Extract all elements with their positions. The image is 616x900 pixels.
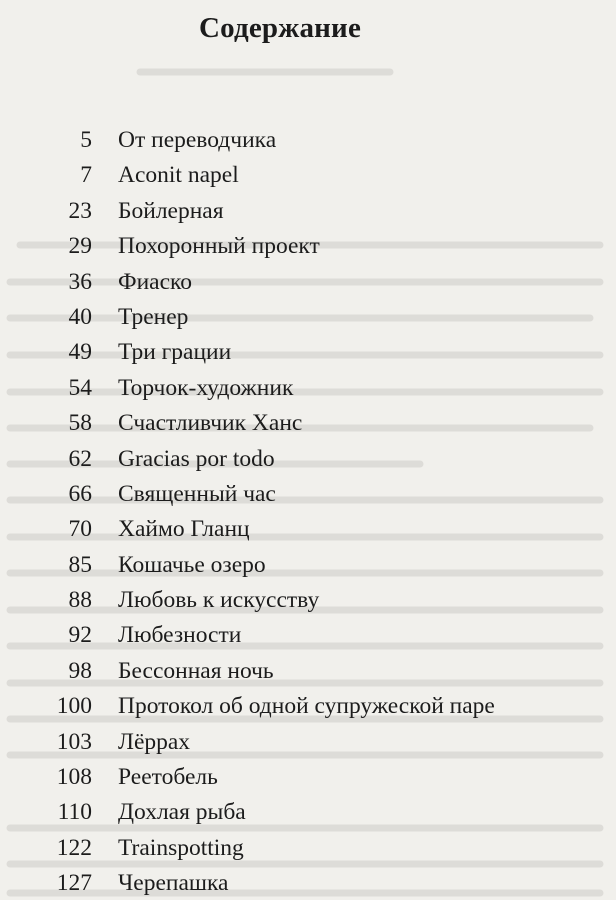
toc-page-number: 29 (68, 233, 92, 260)
toc-page-number: 58 (68, 410, 92, 437)
toc-page-number: 92 (68, 622, 92, 649)
page-title: Содержание (198, 12, 362, 44)
toc-chapter-title: Реетобель (118, 764, 218, 791)
toc-chapter-title: Бессонная ночь (118, 657, 274, 684)
toc-entry (0, 442, 616, 477)
toc-chapter-title: Торчок-художник (118, 374, 294, 401)
toc-chapter-title: Похоронный проект (118, 233, 320, 260)
toc-entry (0, 123, 616, 158)
toc-entry (0, 583, 616, 618)
toc-chapter-title: Любезности (118, 622, 242, 649)
toc-entry (0, 725, 616, 760)
toc-chapter-title: Хаймо Гланц (118, 516, 250, 543)
toc-page-number: 62 (68, 445, 92, 472)
toc-entry (0, 548, 616, 583)
toc-page-number: 49 (68, 339, 92, 366)
toc-page-number: 122 (56, 834, 92, 861)
toc-chapter-title: Любовь к искусству (118, 587, 320, 614)
toc-chapter-title: Три грации (118, 339, 232, 366)
toc-page-number: 36 (68, 268, 92, 295)
toc-chapter-title: Священный час (118, 480, 276, 507)
toc-entry (0, 300, 616, 335)
toc-page-number: 88 (68, 587, 92, 614)
toc-chapter-title: Черепашка (118, 870, 229, 897)
toc-chapter-title: Счастливчик Ханс (118, 410, 303, 437)
toc-page-number: 103 (56, 728, 92, 755)
toc-entry (0, 158, 616, 193)
toc-page-number: 7 (80, 162, 92, 189)
toc-chapter-title: Кошачье озеро (118, 551, 266, 578)
toc-page-number: 98 (68, 657, 92, 684)
toc-chapter-title: Протокол об одной супружеской паре (118, 693, 495, 720)
toc-chapter-title: Aconit napel (118, 162, 239, 189)
toc-chapter-title: Дохлая рыба (118, 799, 246, 826)
toc-page-number: 85 (68, 551, 92, 578)
toc-entry (0, 371, 616, 406)
toc-page-number: 70 (68, 516, 92, 543)
toc-page-number: 100 (56, 693, 92, 720)
toc-entry (0, 760, 616, 795)
toc-entry (0, 194, 616, 229)
toc-entry (0, 795, 616, 830)
toc-page-number: 108 (56, 764, 92, 791)
toc-entry (0, 477, 616, 512)
toc-entry (0, 335, 616, 370)
table-of-contents (0, 123, 616, 900)
toc-chapter-title: Gracias por todo (118, 445, 275, 472)
toc-page-number: 5 (80, 127, 92, 153)
toc-page-number: 54 (68, 374, 92, 401)
toc-entry (0, 831, 616, 866)
toc-page-number: 23 (68, 197, 92, 224)
toc-chapter-title: Лёррах (118, 728, 191, 755)
toc-entry (0, 866, 616, 900)
toc-page-number: 66 (68, 480, 92, 507)
toc-chapter-title: Фиаско (118, 268, 192, 295)
toc-entry (0, 689, 616, 724)
toc-entry (0, 229, 616, 264)
toc-page-number: 110 (57, 799, 92, 826)
toc-chapter-title: Бойлерная (118, 197, 224, 224)
toc-page-number: 127 (56, 870, 92, 897)
toc-entry (0, 265, 616, 300)
toc-entry (0, 406, 616, 441)
toc-chapter-title: От переводчика (118, 127, 277, 153)
toc-chapter-title: Trainspotting (118, 834, 244, 861)
toc-entry (0, 654, 616, 689)
toc-page-number: 40 (68, 303, 92, 330)
toc-entry (0, 618, 616, 653)
toc-entry (0, 512, 616, 547)
toc-chapter-title: Тренер (118, 303, 189, 330)
